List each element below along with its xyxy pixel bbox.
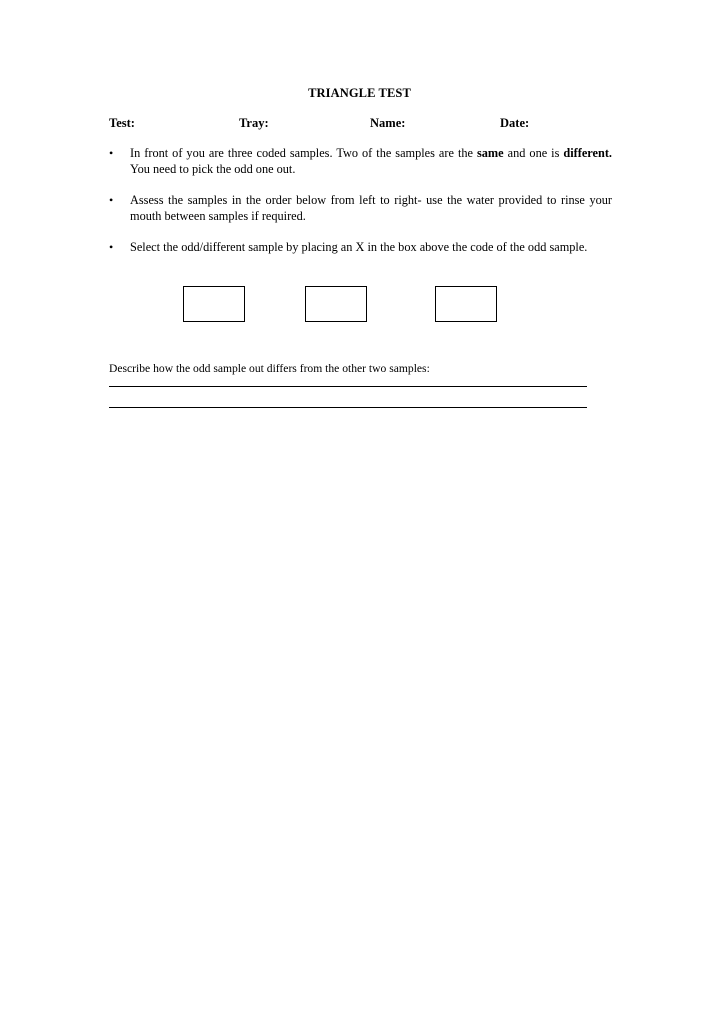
describe-prompt: Describe how the odd sample out differs from the other two samples: bbox=[109, 362, 430, 375]
bullet-icon: • bbox=[109, 240, 114, 254]
instruction-item-2 bbox=[109, 193, 612, 224]
document-title: TRIANGLE TEST bbox=[308, 86, 411, 100]
sample-box-3[interactable] bbox=[435, 286, 497, 322]
header-fields bbox=[109, 116, 619, 132]
instruction-item-3 bbox=[109, 240, 612, 256]
instruction-text: Assess the samples in the order below from left to right- use the water provided to rinse your mouth between samples if required. bbox=[130, 193, 612, 223]
answer-line-1[interactable] bbox=[109, 386, 587, 387]
instruction-list bbox=[109, 146, 612, 272]
instruction-item-1 bbox=[109, 146, 612, 177]
sample-box-1[interactable] bbox=[183, 286, 245, 322]
bullet-icon: • bbox=[109, 193, 114, 207]
date-field-label: Date: bbox=[500, 116, 530, 130]
instruction-text: In front of you are three coded samples. Two of the samples are the same and one is different. You need to pick the odd one out. bbox=[130, 146, 613, 176]
sample-box-2[interactable] bbox=[305, 286, 367, 322]
instruction-text: Select the odd/different sample by placing an X in the box above the code of the odd sample. bbox=[130, 240, 588, 254]
answer-line-2[interactable] bbox=[109, 407, 587, 408]
tray-field-label: Tray: bbox=[239, 116, 269, 130]
test-field-label: Test: bbox=[109, 116, 135, 130]
name-field-label: Name: bbox=[370, 116, 406, 130]
bullet-icon: • bbox=[109, 146, 114, 160]
